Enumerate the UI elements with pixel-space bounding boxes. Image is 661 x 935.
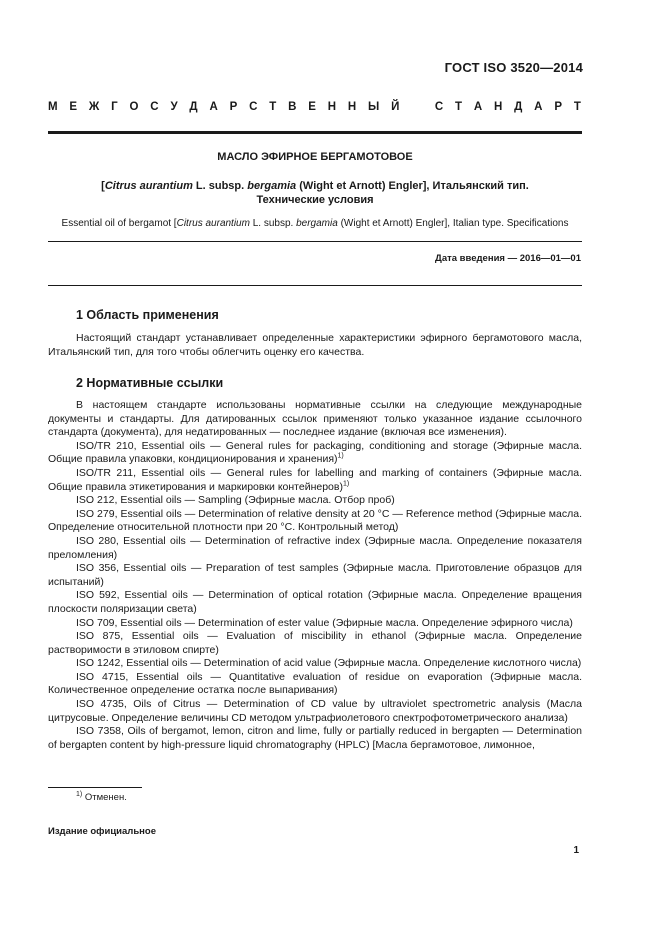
reference-item — [48, 630, 582, 657]
reference-text: ISO 279, Essential oils — Determination of relative density at 20 °С — Reference method (Эфирные масла. Определение относительной плотности при 20 °С. Контрольный метод) — [48, 507, 582, 534]
section-1-body — [48, 332, 582, 359]
document-title: МАСЛО ЭФИРНОЕ БЕРГАМОТОВОЕ — [217, 151, 413, 163]
reference-item — [48, 657, 582, 671]
en-post: (Wight et Arnott) Engler], Italian type. Specifications — [337, 218, 569, 229]
footnote-rule — [48, 787, 142, 788]
subtitle-post: (Wight et Arnott) Engler], Итальянский тип. — [296, 180, 529, 192]
reference-text: ISO/TR 210, Essential oils — General rules for packaging, conditioning and storage (Эфирные масла. Общие правила упаковки, кондиционирования и хранения) — [48, 439, 582, 466]
section-1-heading: 1 Область применения — [76, 308, 219, 322]
heading-letter: М — [48, 101, 58, 113]
section-2-intro: В настоящем стандарте использованы нормативные ссылки на следующие международные документы и стандарты. Для датированных ссылок применяют только указанное издание ссылочного стандарта (документа), для недатированных — последнее издание (включая все изменения). — [48, 399, 582, 439]
reference-text: ISO 592, Essential oils — Determination of optical rotation (Эфирные масла. Определение вращения плоскости поляризации света) — [48, 589, 582, 615]
heading-letter: В — [288, 101, 297, 113]
reference-item — [48, 508, 582, 535]
reference-item — [48, 725, 582, 752]
heading-letter: Д — [189, 101, 198, 113]
subtitle-mid: L. subsp. — [192, 180, 248, 192]
reference-item — [48, 494, 582, 508]
reference-text: ISO 280, Essential oils — Determination of refractive index (Эфирные масла. Определение показателя преломления) — [48, 534, 582, 561]
reference-text: ISO 212, Essential oils — Sampling (Эфирные масла. Отбор проб) — [76, 494, 395, 507]
heading-letter: С — [249, 101, 258, 113]
heading-letter: Е — [308, 101, 316, 113]
section-1-text: Настоящий стандарт устанавливает определенные характеристики эфирного бергамотового масла, Итальянский тип, для того чтобы облегчить оценку его качества. — [48, 332, 582, 358]
reference-text: ISO/TR 211, Essential oils — General rules for labelling and marking of containers (Эфирные масла. Общие правила этикетирования и маркировки контейнеров) — [48, 466, 582, 493]
reference-item — [48, 671, 582, 698]
heading-letter: У — [170, 101, 178, 113]
heading-letter: Е — [69, 101, 78, 113]
reference-item — [48, 440, 582, 467]
heading-letter: Г — [111, 101, 118, 113]
page-number: 1 — [573, 845, 579, 856]
reference-text: ISO 1242, Essential oils — Determination of acid value (Эфирные масла. Определение кислотного числа) — [76, 657, 582, 670]
heading-letter: А — [473, 101, 483, 113]
reference-list — [48, 440, 582, 753]
heading-letter: Д — [514, 101, 523, 113]
section-2-body — [48, 399, 582, 752]
section-2-heading: 2 Нормативные ссылки — [76, 376, 224, 390]
header-rule — [48, 131, 582, 134]
en-variety: bergamia — [296, 218, 338, 229]
en-mid: L. subsp. — [249, 218, 297, 229]
footnote-text: Отменен. — [82, 792, 127, 803]
reference-item — [48, 562, 582, 589]
heading-letter: Т — [573, 101, 581, 113]
heading-letter: А — [209, 101, 218, 113]
standard-id: ГОСТ ISO 3520—2014 — [444, 60, 583, 75]
heading-letter: А — [534, 101, 543, 113]
subtitle-species: Citrus aurantium — [104, 180, 193, 192]
heading-letter: Т — [455, 101, 463, 113]
reference-item — [48, 589, 582, 616]
heading-letter: Н — [494, 101, 503, 113]
heading-letter: Р — [554, 101, 562, 113]
en-pre: Essential oil of bergamot [ — [61, 218, 177, 229]
document-subtitle — [48, 179, 582, 207]
reference-item — [48, 617, 582, 631]
english-title — [48, 218, 582, 229]
footnote — [76, 792, 127, 803]
introduction-date: Дата введения — 2016—01—01 — [435, 253, 581, 264]
heading-letter: Н — [347, 101, 357, 113]
title-rule-top — [48, 241, 582, 242]
heading-letter: О — [129, 101, 139, 113]
heading-letter: Т — [269, 101, 277, 113]
interstate-standard-heading — [48, 101, 581, 113]
subtitle-pre: [ — [101, 180, 105, 192]
heading-letter: Ж — [88, 101, 100, 113]
subtitle-line2: Технические условия — [256, 194, 374, 206]
heading-letter: Ы — [368, 101, 380, 113]
footnote-ref: 1) — [342, 480, 350, 488]
reference-text: ISO 875, Essential oils — Evaluation of miscibility in ethanol (Эфирные масла. Определение растворимости в этиловом спирте) — [48, 630, 582, 656]
footnote-marker: 1) — [76, 790, 83, 798]
reference-item — [48, 698, 582, 725]
heading-letter: Р — [229, 101, 238, 113]
reference-item — [48, 535, 582, 562]
heading-letter: Й — [391, 101, 400, 113]
subtitle-variety: bergamia — [247, 180, 297, 192]
edition-label: Издание официальное — [48, 826, 156, 837]
reference-text: ISO 709, Essential oils — Determination of ester value (Эфирные масла. Определение эфирного числа) — [76, 616, 573, 629]
reference-text: ISO 356, Essential oils — Preparation of test samples (Эфирные масла. Приготовление образцов для испытаний) — [48, 562, 582, 588]
heading-letter: Н — [327, 101, 337, 113]
footnote-ref: 1) — [337, 452, 344, 460]
reference-item — [48, 467, 582, 494]
title-rule-bottom — [48, 285, 582, 286]
heading-letter: С — [150, 101, 159, 113]
en-species: Citrus aurantium — [176, 218, 250, 229]
reference-text: ISO 7358, Oils of bergamot, lemon, citron and lime, fully or partially reduced in bergapten — Determination of bergapten content by high-pressure liquid chromatography (HPLC) [Масла бергамотовое, лимонное, — [48, 725, 582, 751]
reference-text: ISO 4735, Oils of Citrus — Determination of CD value by ultraviolet spectrometric analysis (Масла цитрусовые. Определение величины CD методом ультрафиолетового спектрофотометрического анализа) — [48, 698, 582, 724]
reference-text: ISO 4715, Essential oils — Quantitative evaluation of residue on evaporation (Эфирные масла. Количественное определение остатка после выпаривания) — [48, 670, 582, 697]
heading-letter: С — [434, 101, 444, 113]
